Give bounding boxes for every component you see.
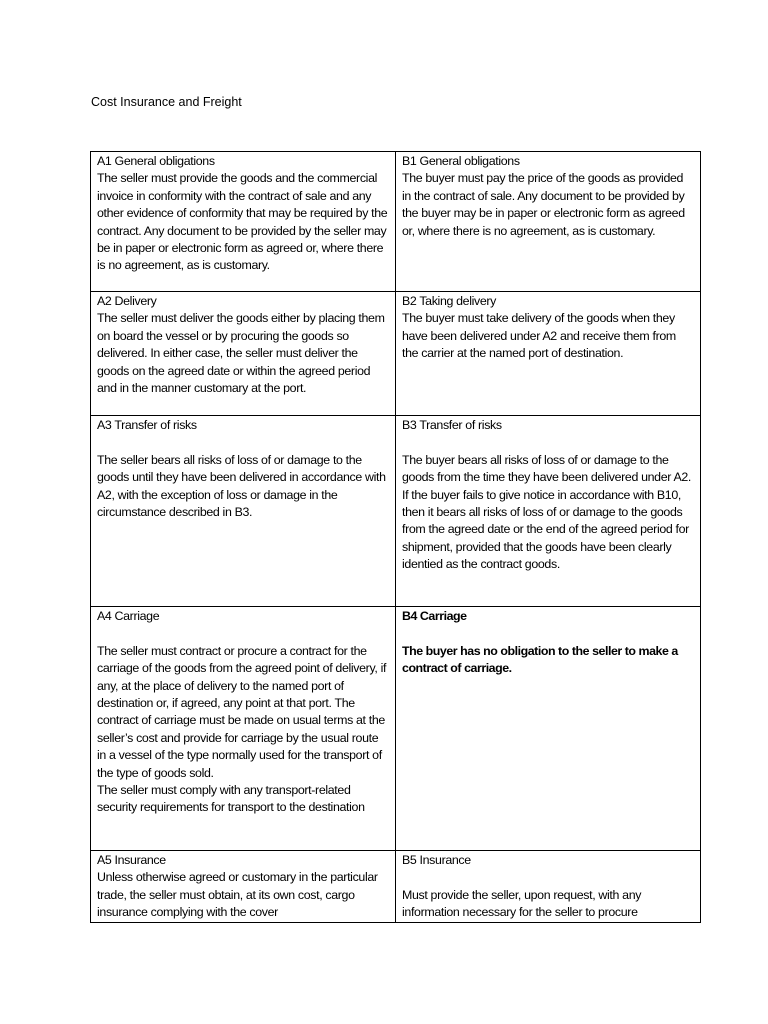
document-title: Cost Insurance and Freight (91, 95, 242, 109)
cell-body: The buyer must pay the price of the goods as provided in the contract of sale. Any document to be provided by the buyer may be in paper or electronic form as agreed or, where there is no agreement, as is customary. (402, 171, 685, 238)
cell-heading: B3 Transfer of risks (402, 418, 502, 432)
blank-line (402, 869, 694, 886)
cell-heading: A3 Transfer of risks (97, 418, 197, 432)
cell-heading: A2 Delivery (97, 294, 157, 308)
table-row (91, 607, 701, 851)
buyer-cell-b2 (396, 292, 701, 416)
blank-line (97, 625, 389, 642)
seller-cell-a2 (91, 292, 396, 416)
seller-cell-a3 (91, 416, 396, 607)
cell-heading: B5 Insurance (402, 853, 471, 867)
blank-line (402, 625, 694, 642)
cell-heading: A4 Carriage (97, 609, 160, 623)
cell-heading: A5 Insurance (97, 853, 166, 867)
cell-heading: B1 General obligations (402, 154, 520, 168)
buyer-cell-b3 (396, 416, 701, 607)
table-row (91, 152, 701, 292)
seller-cell-a1 (91, 152, 396, 292)
cell-body: The seller must contract or procure a contract for the carriage of the goods from the agreed point of delivery, if any, at the place of delivery to the named port of destination or, if agreed, any point at that port. The contract of carriage must be made on usual terms at the seller’s cost and provide for carriage by the usual route in a vessel of the type normally used for the transport of the type of goods sold. (97, 643, 387, 780)
buyer-cell-b5 (396, 851, 701, 923)
cell-body: Unless otherwise agreed or customary in the particular trade, the seller must obtain, at its own cost, cargo insurance complying with the cover (97, 870, 378, 920)
cell-heading: B4 Carriage (402, 609, 467, 623)
buyer-cell-b1 (396, 152, 701, 292)
blank-line (402, 434, 694, 451)
seller-cell-a4 (91, 607, 396, 851)
cell-body: The buyer must take delivery of the goods when they have been delivered under A2 and receive them from the carrier at the named port of destination. (402, 311, 676, 361)
cell-body: The seller must deliver the goods either by placing them on board the vessel or by procuring the goods so delivered. In either case, the seller must deliver the goods on the agreed date or within the agreed period and in the manner customary at the port. (97, 311, 385, 396)
cell-body-continued: The seller must comply with any transport-related security requirements for transport to the destination (97, 783, 365, 815)
cell-body: The buyer bears all risks of loss of or damage to the goods from the time they have been delivered under A2. (402, 452, 691, 485)
cell-body: Must provide the seller, upon request, with any information necessary for the seller to procure (402, 887, 642, 920)
cell-body: The seller must provide the goods and the commercial invoice in conformity with the contract of sale and any other evidence of conformity that may be required by the contract. Any document to be provided by the seller may be in paper or electronic form as agreed or, where there is no agreement, as is customary. (97, 171, 388, 273)
cell-heading: B2 Taking delivery (402, 294, 497, 308)
table-row (91, 416, 701, 607)
obligations-table (90, 151, 701, 923)
buyer-cell-b4 (396, 607, 701, 851)
table-row (91, 292, 701, 416)
cell-body: The seller bears all risks of loss of or damage to the goods until they have been delivered in accordance with A2, with the exception of loss or damage in the circumstance described in B3. (97, 452, 386, 520)
cell-body: The buyer has no obligation to the seller to make a contract of carriage. (402, 643, 678, 676)
table-row (91, 851, 701, 923)
blank-line (97, 434, 389, 451)
cell-body-continued: If the buyer fails to give notice in accordance with B10, then it bears all risks of loss of or damage to the goods from the agreed date or the end of the agreed period for shipment, provided that the goods have been clearly identied as the contract goods. (402, 487, 689, 572)
cell-heading: A1 General obligations (97, 154, 215, 168)
seller-cell-a5 (91, 851, 396, 923)
